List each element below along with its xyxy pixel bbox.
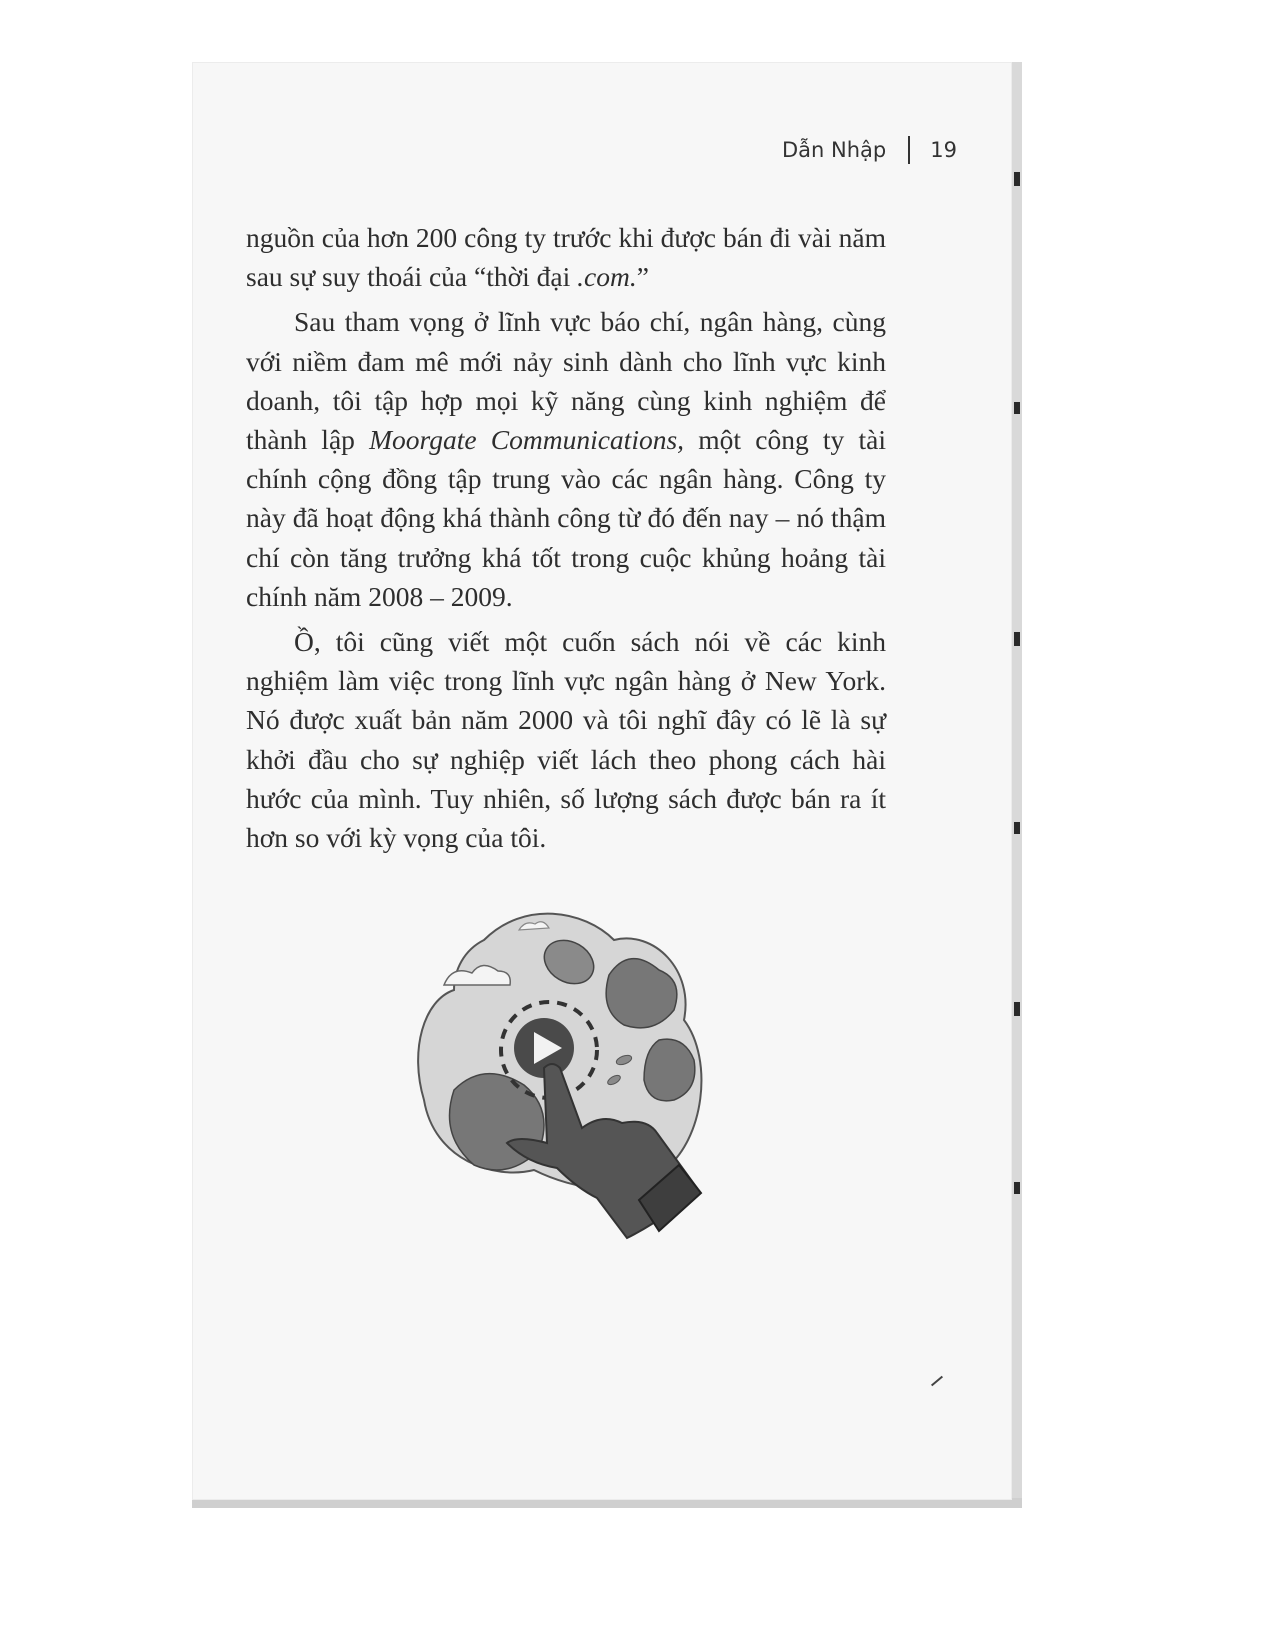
- running-header: [782, 136, 957, 164]
- paragraph-3: Ồ, tôi cũng viết một cuốn sách nói về các kinh nghiệm làm việc trong lĩnh vực ngân hàng ở New York. Nó được xuất bản năm 2000 và tôi nghĩ đây có lẽ là sự khởi đầu cho sự nghiệp viết lách theo phong cách hài hước của mình. Tuy nhiên, số lượng sách được bán ra ít hơn so với kỳ vọng của tôi.: [246, 626, 886, 854]
- video-play-illustration: [414, 900, 714, 1260]
- chapter-title: Dẫn Nhập: [782, 138, 887, 162]
- stray-mark: [931, 1376, 943, 1387]
- book-spine: [1012, 62, 1022, 1507]
- leaf-icon: [644, 1039, 695, 1101]
- book-page: [192, 62, 1012, 1500]
- paragraph-2: Sau tham vọng ở lĩnh vực báo chí, ngân hàng, cùng với niềm đam mê mới nảy sinh dành cho lĩnh vực kinh doanh, tôi tập hợp mọi kỹ năng cùng kinh nghiệm để thành lập Moorgate Communications, một công ty tài chính cộng đồng tập trung vào các ngân hàng. Công ty này đã hoạt động khá thành công từ đó đến nay – nó thậm chí còn tăng trưởng khá tốt trong cuộc khủng hoảng tài chính năm 2008 – 2009.: [246, 306, 886, 612]
- body-text: [246, 218, 886, 863]
- page-number: 19: [930, 138, 957, 162]
- paragraph-1: nguồn của hơn 200 công ty trước khi được bán đi vài năm sau sự suy thoái của “thời đại .com.”: [246, 222, 886, 293]
- header-separator: [908, 136, 910, 164]
